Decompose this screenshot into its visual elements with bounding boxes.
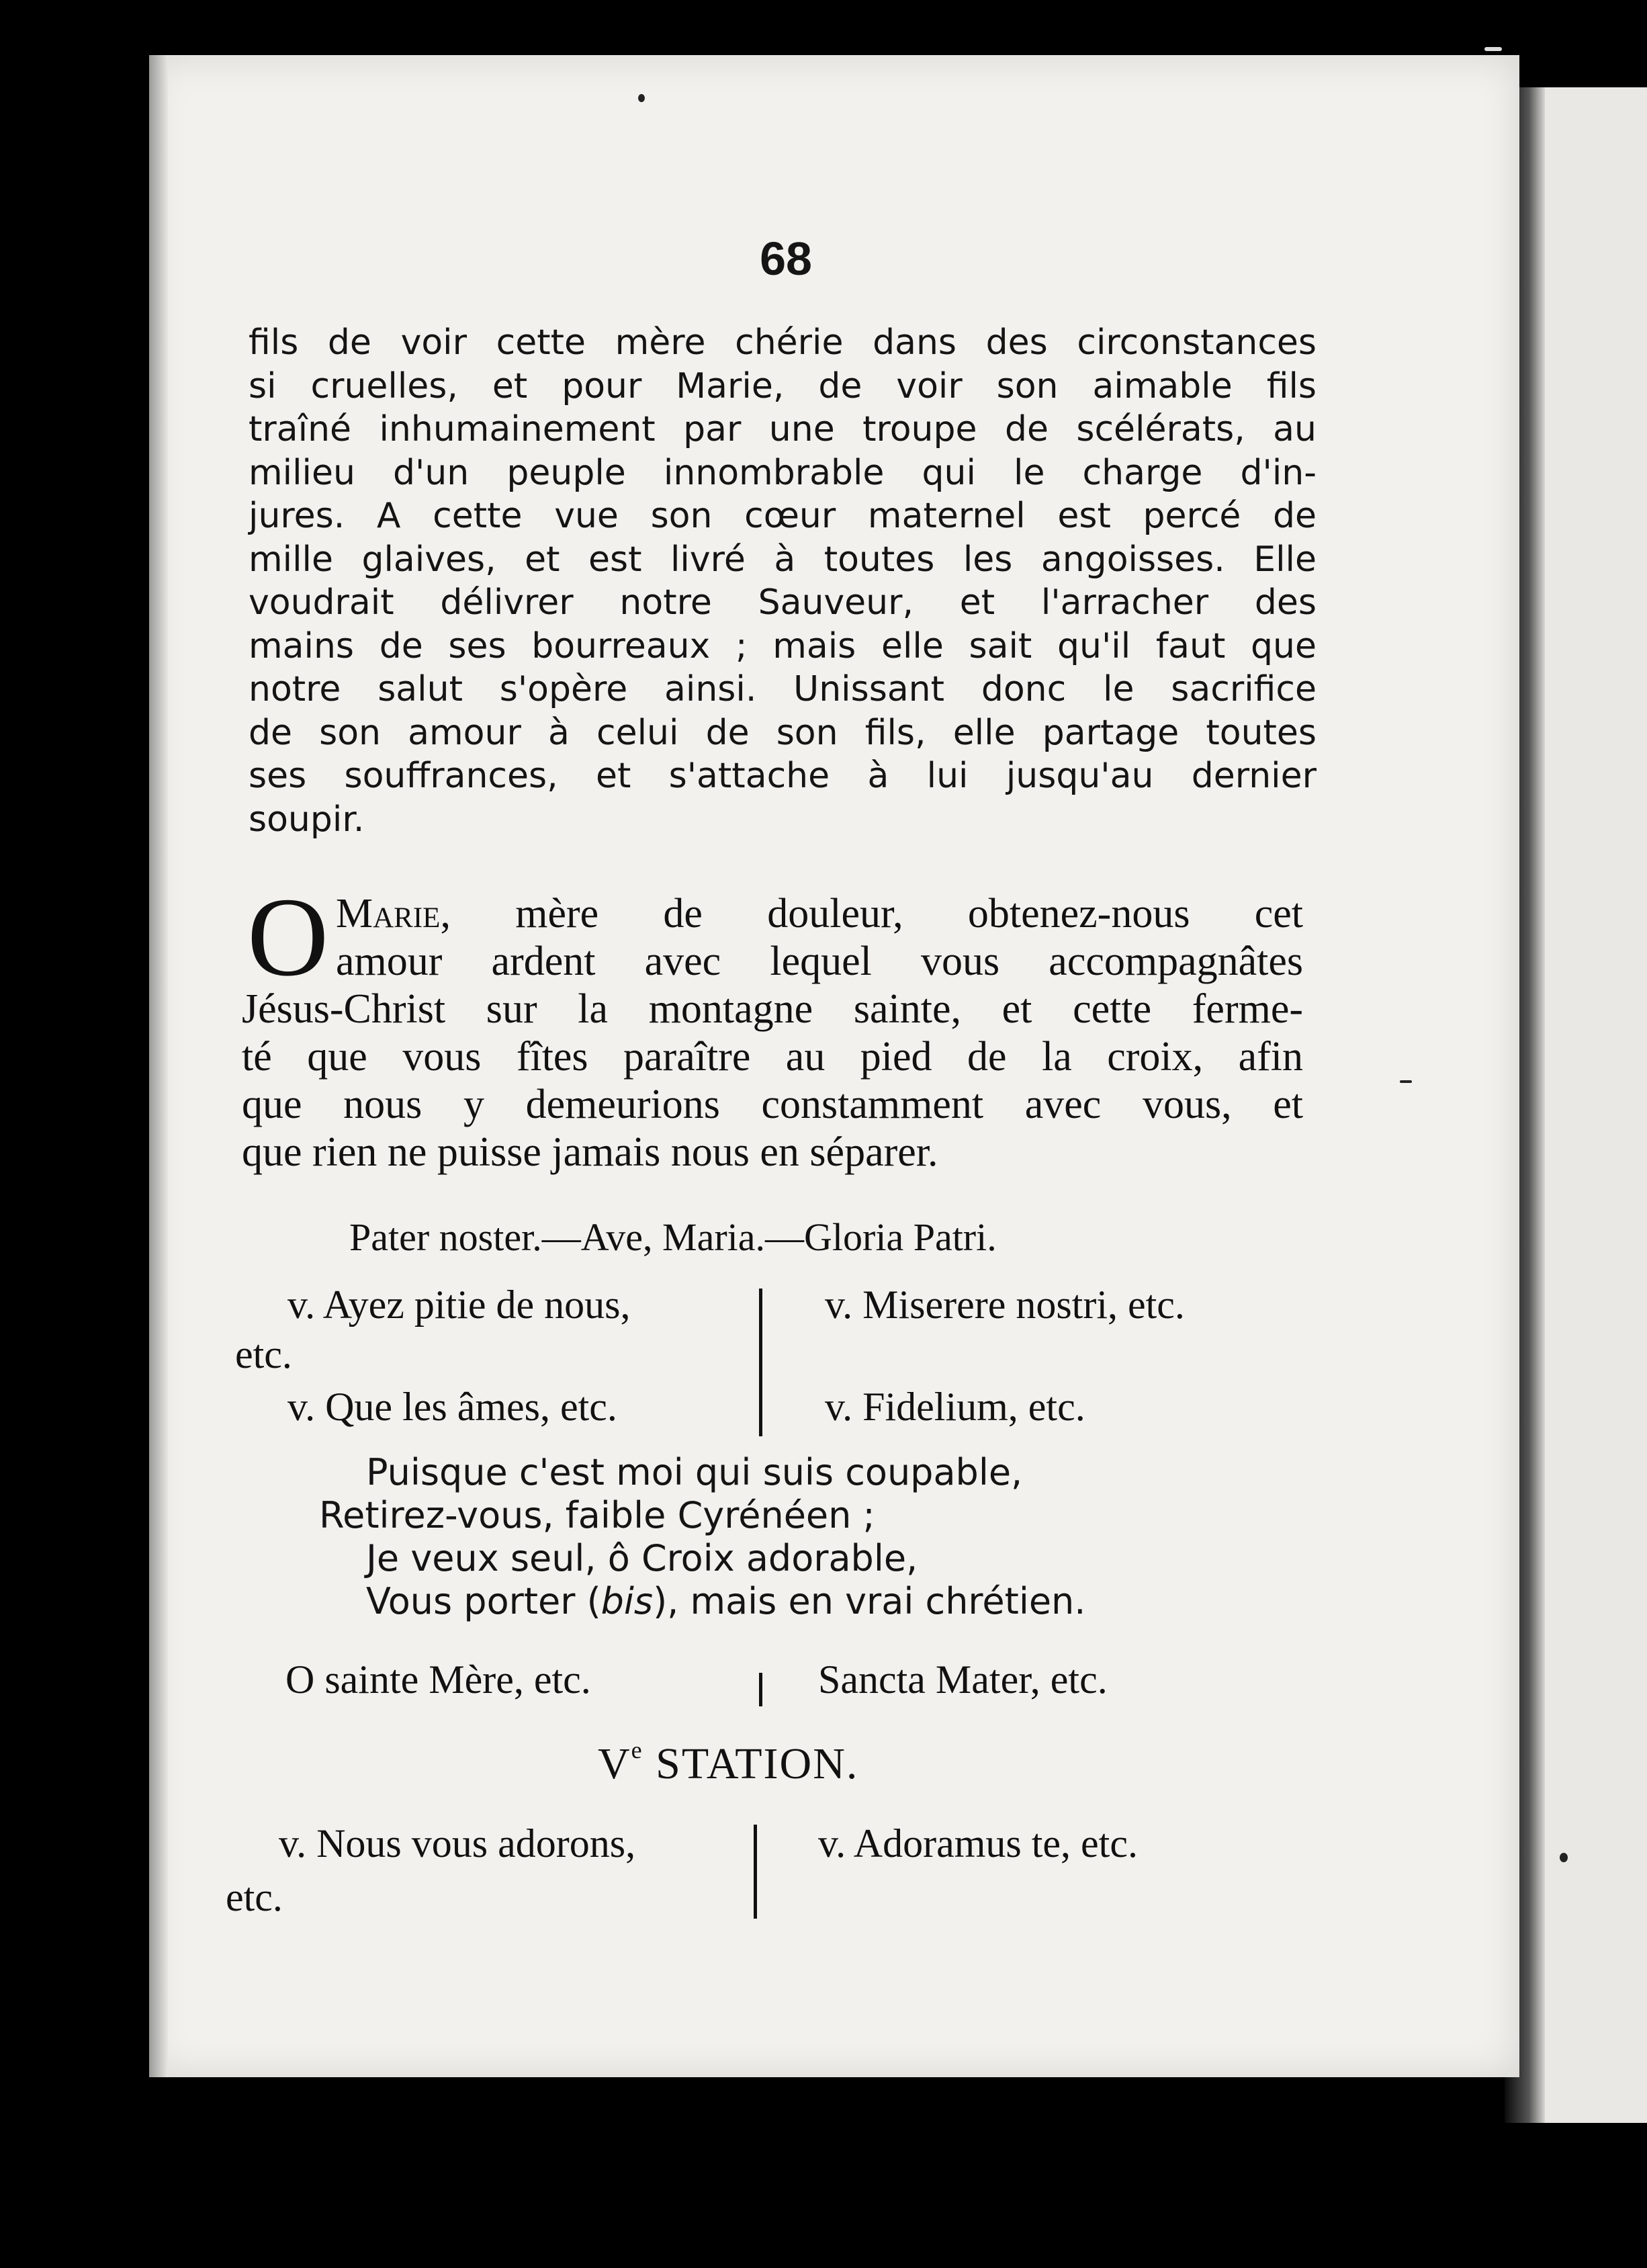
- paragraph-line: ses souffrances, et s'attache à lui jusqu'au dernier: [249, 756, 1317, 796]
- prayer-line: [242, 890, 1303, 938]
- paragraph-line: jures. A cette vue son cœur maternel est percé de: [249, 496, 1317, 536]
- versicle-left-continuation: etc.: [226, 1875, 283, 1919]
- prayer-paragraph: [242, 890, 1303, 1176]
- prayer-line: que rien ne puisse jamais nous en séparer.: [242, 1129, 938, 1175]
- versicle-right: v. Adoramus te, etc.: [818, 1821, 1138, 1866]
- versicle-right: v. Miserere nostri, etc.: [825, 1282, 1185, 1327]
- paragraph-line: mille glaives, et est livré à toutes les angoisses. Elle: [249, 539, 1317, 580]
- page-left-edge: [149, 55, 168, 2077]
- paragraph-line: si cruelles, et pour Marie, de voir son aimable fils: [249, 365, 1317, 406]
- hymn-stanza: [319, 1451, 1085, 1623]
- hymn-line: [319, 1580, 1085, 1623]
- drop-cap: O: [247, 875, 329, 1000]
- prayer-first-word: Marie: [336, 891, 441, 936]
- column-divider: [759, 1289, 762, 1436]
- scan-speck: [1560, 1853, 1568, 1862]
- paragraph-line: milieu d'un peuple innombrable qui le charge d'in-: [249, 452, 1317, 493]
- page-number: 68: [760, 232, 812, 285]
- sainte-mere-left: O sainte Mère, etc.: [285, 1657, 591, 1702]
- prayer-line-rest: , mère de douleur, obtenez-nous cet: [440, 891, 1303, 936]
- paragraph-line: de son amour à celui de son fils, elle partage toutes: [249, 712, 1317, 753]
- prayer-line: Jésus-Christ sur la montagne sainte, et cette ferme-: [242, 986, 1303, 1032]
- hymn-line: Retirez-vous, faible Cyrénéen ;: [319, 1494, 875, 1536]
- hymn-line: Je veux seul, ô Croix adorable,: [366, 1537, 918, 1579]
- hymn-line-start: Vous porter (: [366, 1580, 601, 1622]
- station-word: STATION.: [656, 1739, 859, 1788]
- versicle-left: v. Nous vous adorons,: [279, 1821, 636, 1866]
- prayer-line: que nous y demeurions constamment avec vous, et: [242, 1082, 1303, 1127]
- versicle-right: v. Fidelium, etc.: [825, 1385, 1085, 1429]
- scan-speck: [1484, 47, 1502, 51]
- prayer-line: amour ardent avec lequel vous accompagnâtes: [336, 939, 1303, 984]
- paragraph-line: mains de ses bourreaux ; mais elle sait qu'il faut que: [249, 625, 1317, 666]
- paragraph-line: notre salut s'opère ainsi. Unissant donc le sacrifice: [249, 669, 1317, 709]
- sainte-mere-right: Sancta Mater, etc.: [818, 1657, 1108, 1702]
- prayer-line: té que vous fîtes paraître au pied de la croix, afin: [242, 1034, 1303, 1080]
- paragraph-line: traîné inhumainement par une troupe de scélérats, au: [249, 409, 1317, 449]
- versicle-left: v. Que les âmes, etc.: [287, 1385, 617, 1429]
- hymn-line: Puisque c'est moi qui suis coupable,: [366, 1451, 1023, 1493]
- hymn-bis: bis: [600, 1580, 654, 1622]
- paragraph-line: fils de voir cette mère chérie dans des circonstances: [249, 322, 1317, 363]
- narrative-paragraph: [249, 321, 1317, 841]
- station-numeral: V: [598, 1739, 631, 1788]
- scan-speck: [638, 94, 645, 102]
- scan-speck: [1400, 1080, 1412, 1083]
- column-divider: [754, 1825, 757, 1919]
- paragraph-line: voudrait délivrer notre Sauveur, et l'arracher des: [249, 582, 1317, 623]
- paragraph-line: soupir.: [249, 799, 365, 840]
- column-divider: [759, 1673, 762, 1706]
- pater-line: Pater noster.—Ave, Maria.—Gloria Patri.: [349, 1215, 997, 1259]
- station-ordinal: e: [631, 1737, 643, 1763]
- versicle-left-continuation: etc.: [235, 1332, 292, 1377]
- station-heading: [598, 1739, 858, 1790]
- hymn-line-end: ), mais en vrai chrétien.: [653, 1580, 1086, 1622]
- versicle-left: v. Ayez pitie de nous,: [287, 1282, 631, 1327]
